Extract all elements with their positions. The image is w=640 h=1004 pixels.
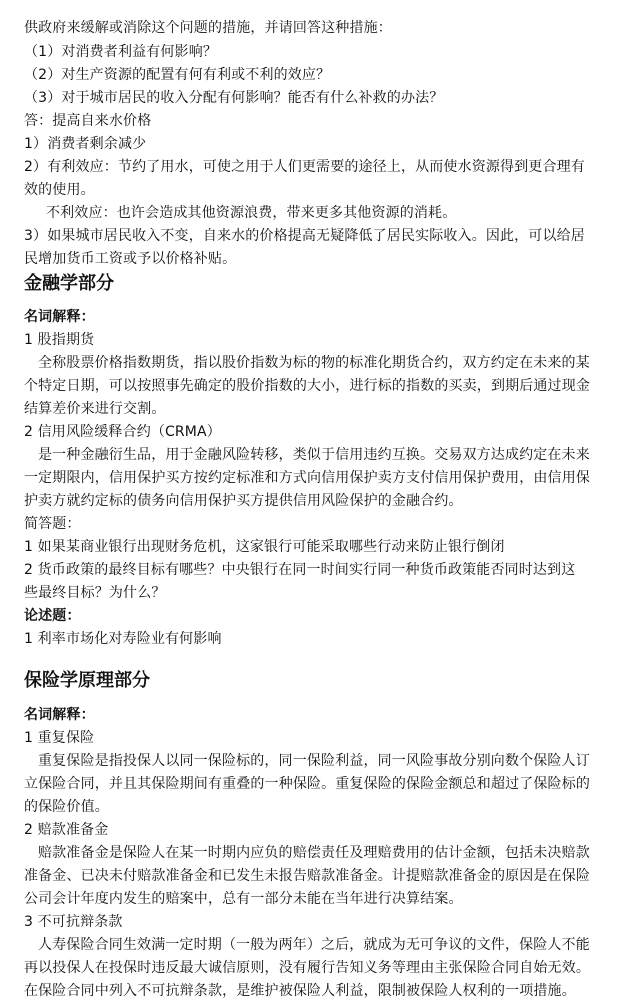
text-line: 护卖方就约定标的债务向信用保护买方提供信用风险保护的金融合约。 — [24, 493, 463, 509]
text-line: 全称股票价格指数期货，指以股价指数为标的物的标准化期货合约，双方约定在未来的某 — [38, 355, 590, 371]
text-line: 些最终目标？为什么？ — [24, 585, 166, 601]
term-title: 1 重复保险 — [24, 730, 95, 746]
text-line: 的保险价值。 — [24, 799, 109, 815]
text-line: 准备金、已决未付赔款准备金和已发生未报告赔款准备金。计提赔款准备金的原因是在保险 — [24, 868, 590, 884]
text-line: 公司会计年度内发生的赔案中，总有一部分未能在当年进行决算结案。 — [24, 891, 463, 907]
section-heading: 金融学部分 — [24, 273, 114, 294]
text-line: （3）对于城市居民的收入分配有何影响？能否有什么补救的办法？ — [24, 90, 444, 106]
text-line: 个特定日期，可以按照事先确定的股价指数的大小，进行标的指数的买卖，到期后通过现金 — [24, 378, 590, 394]
text-line: 3）如果城市居民收入不变，自来水的价格提高无疑降低了居民实际收入。因此，可以给居 — [24, 228, 585, 244]
term-title: 1 股指期货 — [24, 332, 95, 348]
text-line: 人寿保险合同生效满一定时期（一般为两年）之后，就成为无可争议的文件，保险人不能 — [38, 937, 590, 953]
text-line: 2）有利效应：节约了用水，可使之用于人们更需要的途径上，从而使水资源得到更合理有 — [24, 159, 585, 175]
subsection-heading: 名词解释： — [24, 707, 95, 723]
text-line: 供政府来缓解或消除这个问题的措施，并请回答这种措施： — [24, 20, 392, 36]
term-title: 2 赔款准备金 — [24, 822, 109, 838]
term-title: 2 信用风险缓释合约（CRMA） — [24, 424, 221, 440]
text-line: 再以投保人在投保时违反最大诚信原则，没有履行告知义务等理由主张保险合同自始无效。 — [24, 960, 590, 976]
subsection-heading: 论述题： — [24, 608, 81, 624]
text-line: 1 如果某商业银行出现财务危机，这家银行可能采取哪些行动来防止银行倒闭 — [24, 539, 505, 555]
section-heading: 保险学原理部分 — [24, 670, 150, 691]
subsection-heading: 名词解释： — [24, 309, 95, 325]
text-line: （2）对生产资源的配置有何有利或不利的效应？ — [24, 67, 331, 83]
text-line: 答：提高自来水价格 — [24, 113, 152, 129]
text-line: （1）对消费者利益有何影响？ — [24, 44, 218, 60]
text-line: 一定期限内，信用保护买方按约定标准和方式向信用保护卖方支付信用保护费用，由信用保 — [24, 470, 590, 486]
text-line: 1 利率市场化对寿险业有何影响 — [24, 631, 222, 647]
term-title: 3 不可抗辩条款 — [24, 914, 123, 930]
text-line: 不利效应：也许会造成其他资源浪费，带来更多其他资源的消耗。 — [46, 205, 457, 221]
text-line: 2 货币政策的最终目标有哪些？中央银行在同一时间实行同一种货币政策能否同时达到这 — [24, 562, 576, 578]
text-line: 是一种金融衍生品，用于金融风险转移，类似于信用违约互换。交易双方达成约定在未来 — [38, 447, 590, 463]
text-line: 立保险合同，并且其保险期间有重叠的一种保险。重复保险的保险金额总和超过了保险标的 — [24, 776, 590, 792]
text-line: 重复保险是指投保人以同一保险标的，同一保险利益，同一风险事故分别向数个保险人订 — [38, 753, 590, 769]
text-line: 1）消费者剩余减少 — [24, 136, 147, 152]
text-line: 民增加货币工资或予以价格补贴。 — [24, 251, 237, 267]
text-line: 效的使用。 — [24, 182, 95, 198]
text-line: 赔款准备金是保险人在某一时期内应负的赔偿责任及理赔费用的估计金额，包括未决赔款 — [38, 845, 590, 861]
text-line: 在保险合同中列入不可抗辩条款，是维护被保险人利益，限制被保险人权利的一项措施。 — [24, 983, 576, 999]
text-line: 结算差价来进行交割。 — [24, 401, 166, 417]
subsection-heading: 简答题： — [24, 516, 81, 532]
